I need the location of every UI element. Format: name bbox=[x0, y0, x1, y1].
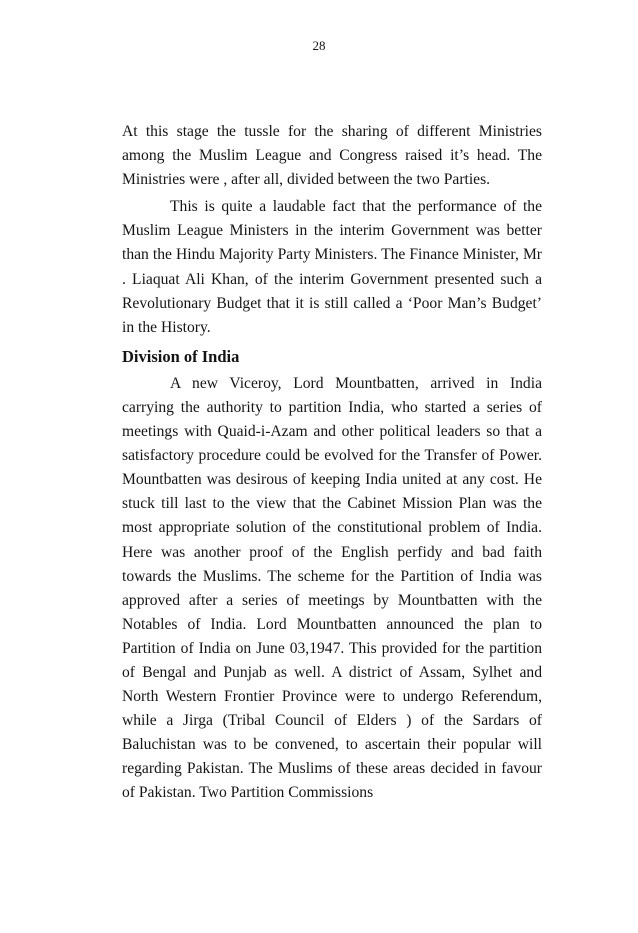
page-number: 28 bbox=[312, 38, 326, 53]
paragraph-ministries: At this stage the tussle for the sharing of different Ministries among the Muslim League and Congress raised it’s head. The Ministries were , after all, divided between the two Parties. bbox=[122, 123, 542, 189]
paragraph-division: A new Viceroy, Lord Mountbatten, arrived in India carrying the authority to partition India, who started a series of meetings with Quaid-i-Azam and other political leaders so that a satisfactory procedure could be evolved for the Transfer of Power. Mountbatten was desirous of keeping India united at any cost. He stuck till last to the view that the Cabinet Mission Plan was the most appropriate solution of the constitutional problem of India. Here was another proof of the English perfidy and bad faith towards the Muslims. The scheme for the Partition of India was approved after a series of meetings by Mountbatten with the Notables of India. Lord Mountbatten announced the plan to Partition of India on June 03,1947. This provided for the partition of Bengal and Punjab as well. A district of Assam, Sylhet and North Western Frontier Province were to undergo Referendum, while a Jirga (Tribal Council of Elders ) of the Sardars of Baluchistan was to be convened, to ascertain their popular will regarding Pakistan. The Muslims of these areas decided in favour of Pakistan. Two Partition Commissions bbox=[122, 374, 542, 802]
section-heading: Division of India bbox=[122, 346, 240, 366]
page-content bbox=[122, 120, 542, 806]
paragraph-budget: This is quite a laudable fact that the performance of the Muslim League Ministers in the interim Government was better than the Hindu Majority Party Ministers. The Finance Minister, Mr . Liaquat Ali Khan, of the interim Government presented such a Revolutionary Budget that it is still called a ‘Poor Man’s Budget’ in the History. bbox=[122, 198, 542, 336]
